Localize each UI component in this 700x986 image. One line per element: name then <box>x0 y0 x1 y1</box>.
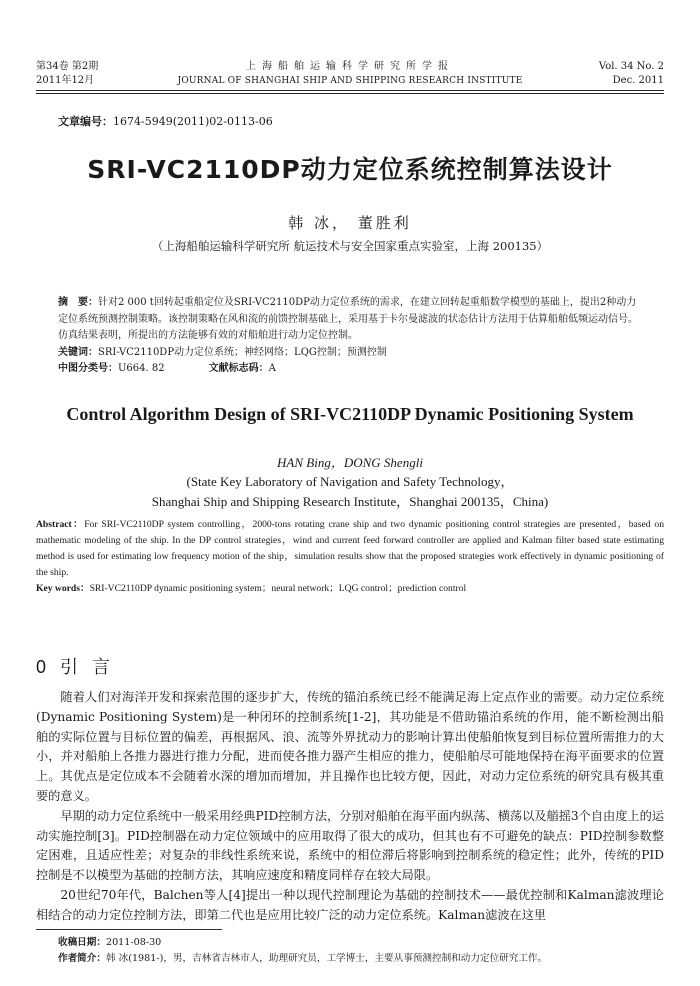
abstract-en-label: Abstract： <box>36 519 85 530</box>
article-number <box>58 113 273 129</box>
doc-code-value: A <box>268 363 276 374</box>
doc-code-label: 文献标志码： <box>208 363 269 374</box>
clc-value: U664. 82 <box>118 363 165 374</box>
keywords-cn-label: 关键词： <box>58 346 98 358</box>
running-header-center <box>150 60 550 88</box>
issue-date-cn: 2011年12月 <box>36 75 95 86</box>
affiliation-en-line1: (State Key Laboratory of Navigation and Safety Technology， <box>186 474 514 489</box>
section-title: 引言 <box>60 657 125 678</box>
footnote-rule <box>36 929 222 930</box>
affiliation-en-line2: Shanghai Ship and Shipping Research Institute，Shanghai 200135，China) <box>151 494 549 509</box>
abstract-en-text <box>36 517 664 581</box>
paper-title-en: Control Algorithm Design of SRI-VC2110DP Dynamic Positioning System <box>66 404 634 424</box>
header-rule-thick <box>36 90 664 91</box>
authors-en: HAN Bing，DONG Shengli <box>277 455 423 470</box>
volume-issue: 第34卷 第2期 <box>36 61 99 72</box>
received-date <box>58 935 547 951</box>
journal-name-cn: 上海船舶运输科学研究所学报 <box>246 61 454 72</box>
section-number: 0 <box>36 657 47 677</box>
abstract-cn-text <box>58 295 644 345</box>
received-date-label: 收稿日期： <box>58 937 106 948</box>
affiliation-en <box>0 472 700 512</box>
received-date-value: 2011-08-30 <box>105 937 162 948</box>
running-header-right <box>599 60 664 88</box>
article-number-label: 文章编号： <box>58 115 113 128</box>
abstract-en-body: For SRI-VC2110DP system controlling，2000-tons rotating crane ship and two dynamic positioning control strategies are presented，based on mathematic modeling of the ship. In the DP control strategies，wind and current feed forward controller are applied and Kalman filter based state estimating method is used for estimating low frequency motion of the ship，simulation results show that the proposed strategies work effectively in dynamic positioning of the ship. <box>36 519 664 578</box>
volume-number-en: Vol. 34 No. 2 <box>598 61 664 72</box>
clc-label: 中图分类号： <box>58 363 118 374</box>
abstract-cn <box>58 295 644 378</box>
abstract-cn-label: 摘 要： <box>58 297 98 308</box>
body-paragraph: 随着人们对海洋开发和探索范围的逐步扩大，传统的锚泊系统已经不能满足海上定点作业的需要。动力定位系统(Dynamic Positioning System)是一种闭环的控制系统[1-2]，其功能是不借助锚泊系统的作用，能不断检测出船舶的实际位置与目标位置的偏差，再根据风、浪、流等外界扰动力的影响计算出使船舶恢复到目标位置所需推力的大小，并对船舶上各推力器进行推力分配，进而使各推力器产生相应的推力，使船舶尽可能地保持在海平面要求的位置上。其优点是定位成本不会随着水深的增加而增加，并且操作也比较方便，因此，对动力定位系统的研究具有极其重要的意义。 <box>36 690 664 803</box>
keywords-en <box>36 581 664 597</box>
issue-date-en: Dec. 2011 <box>612 75 664 86</box>
abstract-en <box>36 517 664 597</box>
authors-cn: 韩 冰， 董胜利 <box>288 214 412 232</box>
header-rule-thin <box>36 93 664 94</box>
classification-line <box>58 361 644 378</box>
author-bio-label: 作者简介： <box>58 953 106 964</box>
keywords-cn <box>58 345 644 362</box>
section-heading <box>36 653 124 679</box>
affiliation-cn: （上海船舶运输科学研究所 航运技术与安全国家重点实验室，上海 200135） <box>151 239 549 253</box>
running-header-left <box>36 60 98 88</box>
article-number-value: 1674-5949(2011)02-0113-06 <box>113 115 273 128</box>
author-bio <box>58 951 547 967</box>
body-paragraph: 早期的动力定位系统中一般采用经典PID控制方法，分别对船舶在海平面内纵荡、横荡以及艏摇3个自由度上的运动实施控制[3]。PID控制器在动力定位领域中的应用取得了很大的成功，但其也有不可避免的缺点：PID控制参数整定困难，且适应性差；对复杂的非线性系统来说，系统中的相位滞后将影响到控制系统的稳定性；此外，传统的PID控制是不以模型为基础的控制方法，其响应速度和精度同样存在较大局限。 <box>36 808 664 883</box>
journal-name-en: JOURNAL OF SHANGHAI SHIP AND SHIPPING RESEARCH INSTITUTE <box>177 76 523 86</box>
keywords-en-label: Key words： <box>36 583 90 594</box>
keywords-en-value: SRI-VC2110DP dynamic positioning system；neural network；LQG control；prediction control <box>89 583 467 594</box>
abstract-cn-body: 针对2 000 t回转起重船定位及SRI-VC2110DP动力定位系统的需求，在建立回转起重船数学模型的基础上，提出2种动力定位系统预测控制策略。该控制策略在风和流的前馈控制基础上，采用基于卡尔曼滤波的状态估计方法用于估算船舶低频运动信号。仿真结果表明，所提出的方法能够有效的对船舶进行动力定位控制。 <box>58 297 638 341</box>
footnote <box>58 935 547 967</box>
body-paragraph: 20世纪70年代，Balchen等人[4]提出一种以现代控制理论为基础的控制技术——最优控制和Kalman滤波理论相结合的动力定位控制方法，即第二代也是应用比较广泛的动力定位系统。Kalman滤波在这里 <box>36 887 664 922</box>
author-bio-value: 韩 冰(1981-)，男，吉林省吉林市人，助理研究员，工学博士，主要从事预测控制和动力定位研究工作。 <box>105 953 548 964</box>
body-text <box>36 688 664 926</box>
keywords-cn-value: SRI-VC2110DP动力定位系统；神经网络；LQG控制；预测控制 <box>98 346 387 358</box>
paper-title-cn: SRI-VC2110DP动力定位系统控制算法设计 <box>87 155 613 184</box>
